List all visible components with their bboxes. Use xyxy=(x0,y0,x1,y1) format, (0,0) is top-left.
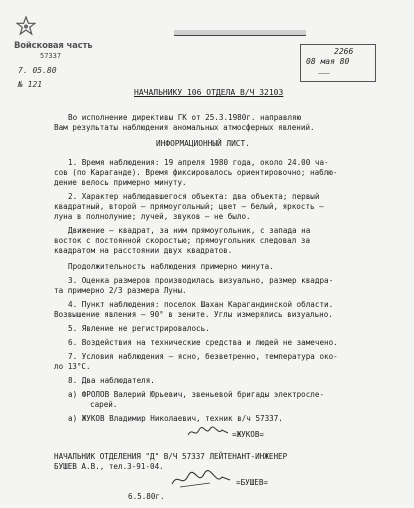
body-line: 5. Явление не регистрировалось. xyxy=(68,324,210,333)
body-line: 6. Воздействия на технические средства и людей не замечено. xyxy=(68,338,338,347)
signature-bushev-icon xyxy=(170,468,232,490)
star-emblem-icon xyxy=(16,16,36,36)
body-line: 1. Время наблюдения: 19 апреля 1980 года, около 24.00 ча- xyxy=(68,158,329,167)
body-line: 7. Условия наблюдения – ясно, безветренно, температура око- xyxy=(68,352,338,361)
stamp-unit-label: Войсковая часть xyxy=(14,41,93,51)
body-line: дение велось примерно минуту. xyxy=(54,178,187,187)
intro-line: Во исполнение директивы ГК от 25.3.1980г. направляю xyxy=(68,113,302,122)
body-line: Продолжительность наблюдения примерно минута. xyxy=(68,262,274,271)
body-line: квадратный, второй – прямоугольный; цвет – белый, яркость – xyxy=(54,202,324,211)
body-line: луна в полнолуние; лучей, звуков – не было. xyxy=(54,212,251,221)
body-line: 4. Пункт наблюдения: поселок Шахан Карагандинской области. xyxy=(68,300,334,309)
body-line: ло 13°С. xyxy=(54,362,91,371)
body-line: 8. Два наблюдателя. xyxy=(68,376,155,385)
footer-date: 6.5.80г. xyxy=(128,492,165,501)
chief-name-line: БУШЕВ А.В., тел.3-91-04. xyxy=(54,462,164,471)
stamp-date: 7. 05.80 xyxy=(18,66,57,75)
body-line: Возвышение явления – 90° в зените. Углы измерялись визуально. xyxy=(54,310,333,319)
stamp-number: № 121 xyxy=(18,80,43,89)
registration-date: 08 мая 80 xyxy=(306,57,350,66)
registration-number: 2266 xyxy=(334,47,354,56)
signature-name-zhukov: =ЖУКОВ= xyxy=(232,430,265,439)
observer-line: а) ФРОЛОВ Валерий Юрьевич, звеньевой бригады электросле- xyxy=(68,390,325,399)
signature-zhukov-icon xyxy=(186,424,230,440)
observer-line: сарей. xyxy=(90,400,118,409)
chief-title-line: НАЧАЛЬНИК ОТДЕЛЕНИЯ "Д" В/Ч 57337 ЛЕЙТЕНАНТ-ИНЖЕНЕР xyxy=(54,452,288,461)
registration-note: ——— xyxy=(318,69,330,77)
body-line: 2. Характер наблюдавшегося объекта: два объекта; первый xyxy=(68,192,320,201)
signature-name-bushev: =БУШЕВ= xyxy=(236,478,269,487)
observer-line: а) ЖУКОВ Владимир Николаевич, техник в/ч 57337. xyxy=(68,414,283,423)
redacted-classification xyxy=(174,30,306,36)
intro-line: Вам результаты наблюдения аномальных атмосферных явлений. xyxy=(54,123,315,132)
body-line: та примерно 2/3 размера Луны. xyxy=(54,286,187,295)
stamp-unit-number: 57337 xyxy=(40,52,62,60)
document-title: ИНФОРМАЦИОННЫЙ ЛИСТ. xyxy=(156,139,250,148)
body-line: восток с постоянной скоростью; прямоугольник следовал за xyxy=(54,236,311,245)
body-line: сов (по Караганде). Время фиксировалось ориентировочно; наблю- xyxy=(54,168,338,177)
body-line: Движение – квадрат, за ним прямоугольник, с запада на xyxy=(68,226,311,235)
body-line: квадратом на расстоянии двух квадратов. xyxy=(54,246,233,255)
addressee: НАЧАЛЬНИКУ 106 ОТДЕЛА В/Ч 32103 xyxy=(134,88,284,97)
body-line: 3. Оценка размеров производилась визуально, размер квадра- xyxy=(68,276,334,285)
